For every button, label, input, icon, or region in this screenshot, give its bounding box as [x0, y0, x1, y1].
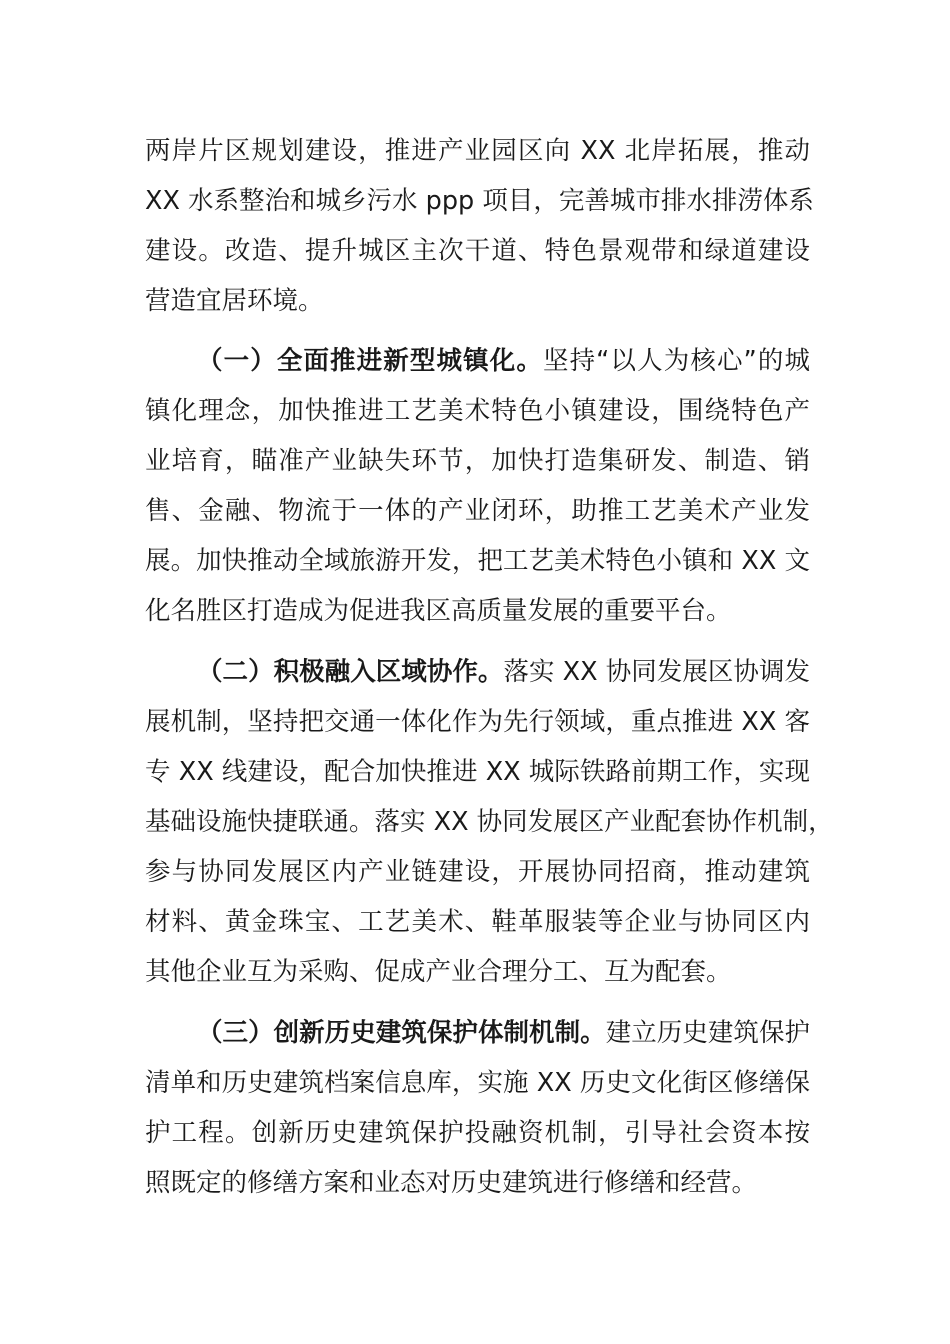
text-line: 照既定的修缮方案和业态对历史建筑进行修缮和经营。 [145, 1168, 758, 1198]
text-line: 展机制，坚持把交通一体化作为先行领域，重点推进 XX 客 [145, 707, 810, 737]
text-run: 建立历史建筑保护 [605, 1018, 810, 1048]
text-line: 材料、黄金珠宝、工艺美术、鞋革服装等企业与协同区内 [145, 907, 810, 937]
text-run: 坚持“以人为核心”的城 [542, 346, 810, 376]
text-line: 售、金融、物流于一体的产业闭环，助推工艺美术产业发 [145, 496, 810, 526]
paragraph-urban-planning [145, 126, 814, 326]
text-line: 展。加快推动全域旅游开发，把工艺美术特色小镇和 XX 文 [145, 546, 810, 576]
text-line: 化名胜区打造成为促进我区高质量发展的重要平台。 [145, 596, 732, 626]
text-line: XX 水系整治和城乡污水 ppp 项目，完善城市排水排涝体系 [145, 186, 814, 216]
text-line: 清单和历史建筑档案信息库，实施 XX 历史文化街区修缮保 [145, 1068, 810, 1098]
text-line: 参与协同发展区内产业链建设，开展协同招商，推动建筑 [145, 857, 810, 887]
text-line [145, 647, 810, 697]
text-line: 业培育，瞄准产业缺失环节，加快打造集研发、制造、销 [145, 446, 810, 476]
paragraph-historic-buildings [145, 1008, 810, 1208]
text-line [145, 336, 810, 386]
text-line: 基础设施快捷联通。落实 XX 协同发展区产业配套协作机制， [145, 807, 834, 837]
section-heading: （二）积极融入区域协作。 [197, 657, 504, 687]
text-line: 两岸片区规划建设，推进产业园区向 XX 北岸拓展，推动 [145, 136, 810, 166]
text-run: 落实 XX 协同发展区协调发 [503, 657, 810, 687]
text-line [145, 1008, 810, 1058]
text-line: 建设。改造、提升城区主次干道、特色景观带和绿道建设 [145, 236, 810, 266]
text-line: 其他企业互为采购、促成产业合理分工、互为配套。 [145, 957, 732, 987]
paragraph-regional-cooperation [145, 647, 834, 997]
text-line: 护工程。创新历史建筑保护投融资机制，引导社会资本按 [145, 1118, 810, 1148]
section-heading: （三）创新历史建筑保护体制机制。 [197, 1018, 606, 1048]
text-line: 镇化理念，加快推进工艺美术特色小镇建设，围绕特色产 [145, 396, 810, 426]
text-line: 专 XX 线建设，配合加快推进 XX 城际铁路前期工作，实现 [145, 757, 810, 787]
text-line: 营造宜居环境。 [145, 286, 324, 316]
section-heading: （一）全面推进新型城镇化。 [197, 346, 543, 376]
paragraph-new-urbanization [145, 336, 810, 636]
